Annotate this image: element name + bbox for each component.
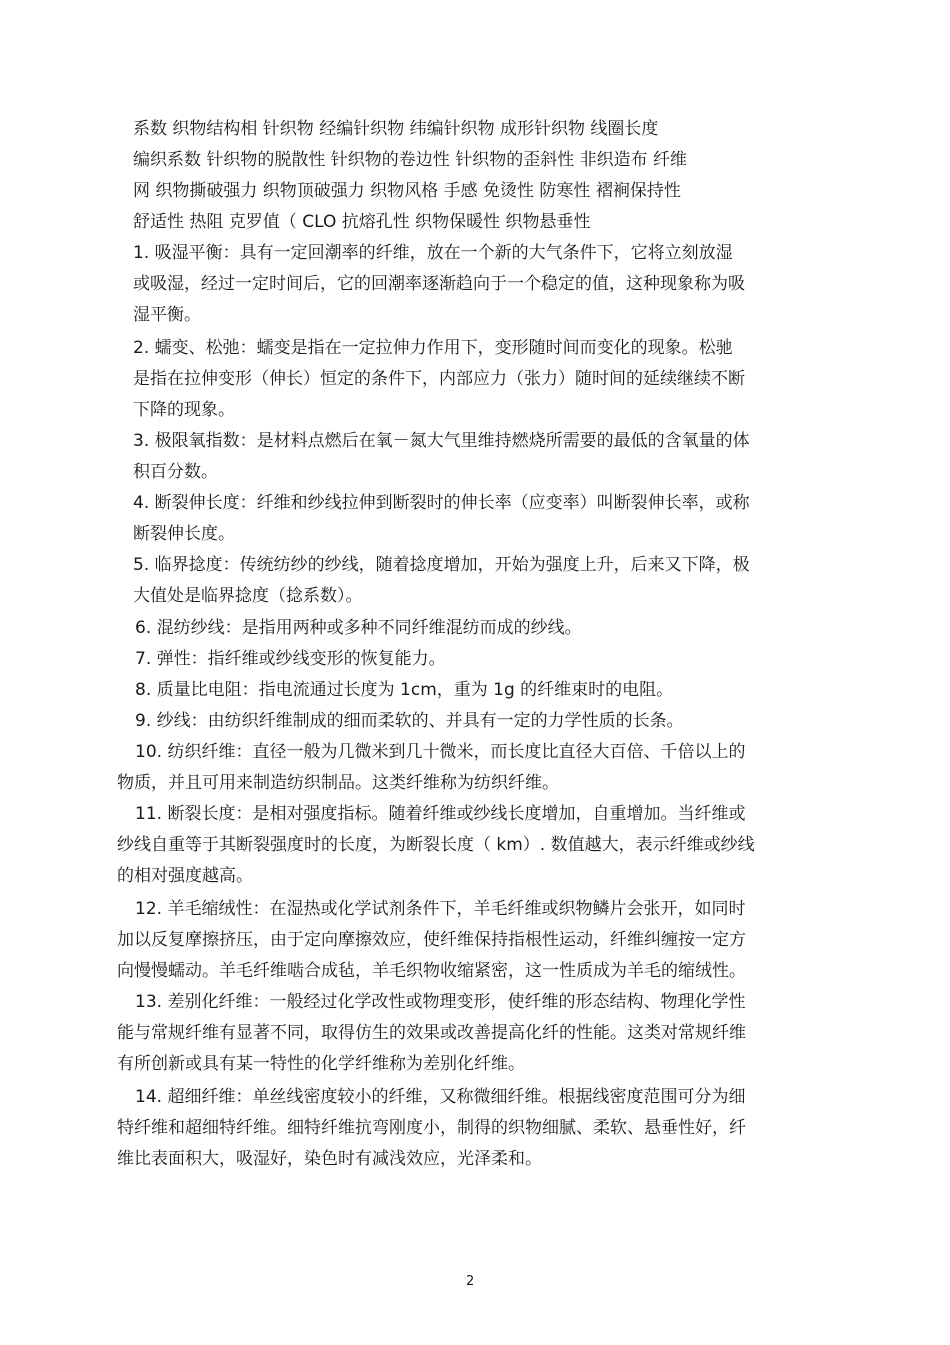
definition-line: 大值处是临界捻度（捻系数）。 [133, 586, 363, 606]
definition-line: 13. 差别化纤维：一般经过化学改性或物理变形，使纤维的形态结构、物理化学性 [135, 992, 746, 1012]
definition-line: 是指在拉伸变形（伸长）恒定的条件下，内部应力（张力）随时间的延续继续不断 [133, 369, 745, 389]
definition-line: 纱线自重等于其断裂强度时的长度，为断裂长度（ km）. 数值越大，表示纤维或纱线 [117, 835, 755, 855]
definition-line: 3. 极限氧指数：是材料点燃后在氧－氮大气里维持燃烧所需要的最低的含氧量的体 [133, 431, 750, 451]
definition-line: 特纤维和超细特纤维。细特纤维抗弯刚度小，制得的织物细腻、柔软、悬垂性好，纤 [117, 1118, 746, 1138]
definition-line: 8. 质量比电阻：指电流通过长度为 1cm，重为 1g 的纤维束时的电阻。 [135, 680, 674, 700]
definition-line: 的相对强度越高。 [117, 866, 253, 886]
definition-line: 下降的现象。 [133, 400, 235, 420]
definition-line: 加以反复摩擦挤压，由于定向摩擦效应，使纤维保持指根性运动，纤维纠缠按一定方 [117, 930, 746, 950]
definition-line: 物质，并且可用来制造纺织制品。这类纤维称为纺织纤维。 [117, 773, 559, 793]
definition-line: 能与常规纤维有显著不同，取得仿生的效果或改善提高化纤的性能。这类对常规纤维 [117, 1023, 746, 1043]
terms-line: 网 织物撕破强力 织物顶破强力 织物风格 手感 免烫性 防寒性 褶裥保持性 [133, 181, 681, 201]
definition-line: 12. 羊毛缩绒性：在湿热或化学试剂条件下，羊毛纤维或织物鳞片会张开，如同时 [135, 899, 746, 919]
terms-line: 舒适性 热阻 克罗值（ CLO 抗熔孔性 织物保暖性 织物悬垂性 [133, 212, 591, 232]
definition-line: 或吸湿，经过一定时间后，它的回潮率逐渐趋向于一个稳定的值，这种现象称为吸 [133, 274, 745, 294]
definition-line: 积百分数。 [133, 462, 218, 482]
definition-line: 11. 断裂长度：是相对强度指标。随着纤维或纱线长度增加，自重增加。当纤维或 [135, 804, 746, 824]
definition-line: 4. 断裂伸长度：纤维和纱线拉伸到断裂时的伸长率（应变率）叫断裂伸长率，或称 [133, 493, 750, 513]
definition-line: 10. 纺织纤维：直径一般为几微米到几十微米，而长度比直径大百倍、千倍以上的 [135, 742, 746, 762]
definition-line: 14. 超细纤维：单丝线密度较小的纤维，又称微细纤维。根据线密度范围可分为细 [135, 1087, 746, 1107]
definition-line: 向慢慢蠕动。羊毛纤维啮合成毡，羊毛织物收缩紧密，这一性质成为羊毛的缩绒性。 [117, 961, 746, 981]
definition-line: 9. 纱线：由纺织纤维制成的细而柔软的、并具有一定的力学性质的长条。 [135, 711, 684, 731]
definition-line: 湿平衡。 [133, 305, 201, 325]
definition-line: 2. 蠕变、松弛：蠕变是指在一定拉伸力作用下，变形随时间而变化的现象。松驰 [133, 338, 733, 358]
page-number: 2 [466, 1274, 475, 1289]
terms-line: 编织系数 针织物的脱散性 针织物的卷边性 针织物的歪斜性 非织造布 纤维 [133, 150, 688, 170]
definition-line: 1. 吸湿平衡：具有一定回潮率的纤维，放在一个新的大气条件下，它将立刻放湿 [133, 243, 733, 263]
definition-line: 7. 弹性：指纤维或纱线变形的恢复能力。 [135, 649, 446, 669]
definition-line: 维比表面积大，吸湿好，染色时有减浅效应，光泽柔和。 [117, 1149, 542, 1169]
definition-line: 断裂伸长度。 [133, 524, 235, 544]
terms-line: 系数 织物结构相 针织物 经编针织物 纬编针织物 成形针织物 线圈长度 [133, 119, 659, 139]
definition-line: 6. 混纺纱线：是指用两种或多种不同纤维混纺而成的纱线。 [135, 618, 582, 638]
definition-line: 5. 临界捻度：传统纺纱的纱线，随着捻度增加，开始为强度上升，后来又下降，极 [133, 555, 750, 575]
definition-line: 有所创新或具有某一特性的化学纤维称为差别化纤维。 [117, 1054, 525, 1074]
